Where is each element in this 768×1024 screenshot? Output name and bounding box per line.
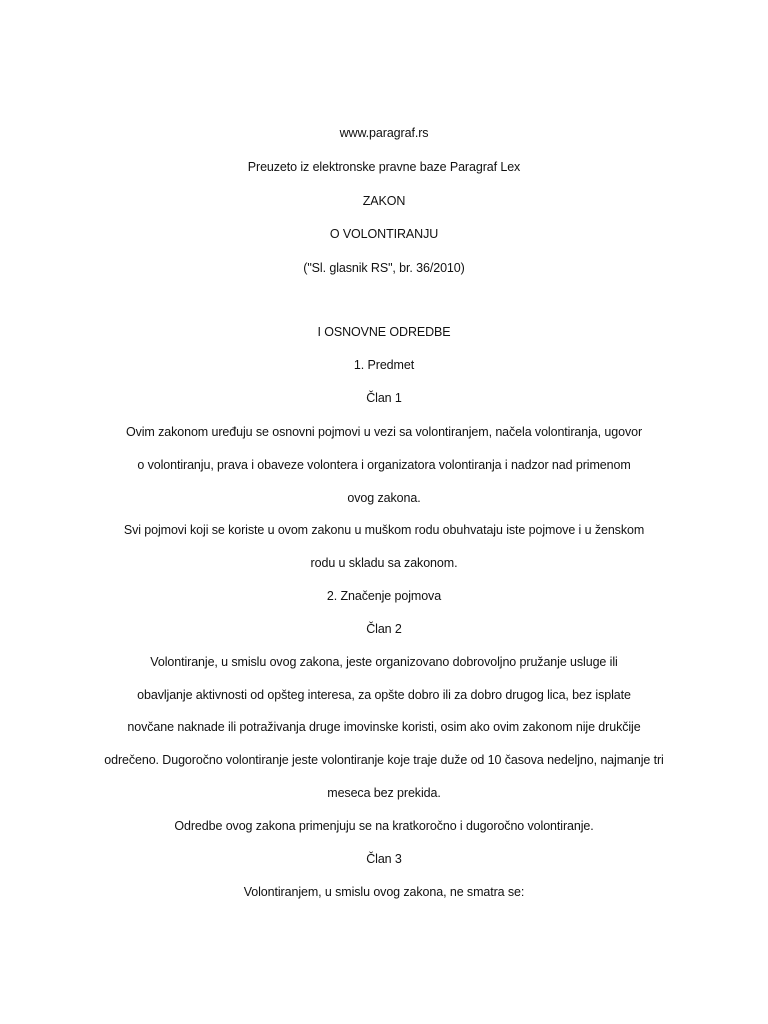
- website-url[interactable]: www.paragraf.rs: [339, 126, 429, 140]
- paragraph-line: rodu u skladu sa zakonom.: [310, 556, 458, 570]
- article-heading: Član 3: [366, 852, 402, 866]
- subsection-heading: 2. Značenje pojmova: [326, 589, 442, 603]
- article-heading: Član 2: [366, 622, 402, 636]
- paragraph-line: Odredbe ovog zakona primenjuju se na kratkoročno i dugoročno volontiranje.: [174, 819, 594, 833]
- subsection-heading: 1. Predmet: [353, 358, 415, 372]
- paragraph-line: odrečeno. Dugoročno volontiranje jeste volontiranje koje traje duže od 10 časova nedeljno, najmanje tri: [104, 753, 664, 767]
- paragraph-line: Volontiranjem, u smislu ovog zakona, ne smatra se:: [243, 885, 525, 899]
- paragraph-line: o volontiranju, prava i obaveze volontera i organizatora volontiranja i nadzor nad primenom: [137, 458, 631, 472]
- document-title: O VOLONTIRANJU: [329, 227, 439, 241]
- paragraph-line: obavljanje aktivnosti od opšteg interesa, za opšte dobro ili za dobro drugog lica, bez isplate: [137, 688, 631, 702]
- section-heading: I OSNOVNE ODREDBE: [317, 325, 451, 339]
- paragraph-line: novčane naknade ili potraživanja druge imovinske koristi, osim ako ovim zakonom nije drukčije: [127, 720, 641, 734]
- paragraph-line: Svi pojmovi koji se koriste u ovom zakonu u muškom rodu obuhvataju iste pojmove i u ženskom: [123, 523, 645, 537]
- paragraph-line: meseca bez prekida.: [327, 786, 441, 800]
- gazette-reference: ("Sl. glasnik RS", br. 36/2010): [303, 261, 465, 275]
- paragraph-line: Ovim zakonom uređuju se osnovni pojmovi u vezi sa volontiranjem, načela volontiranja, ugovor: [125, 425, 643, 439]
- paragraph-line: ovog zakona.: [347, 491, 421, 505]
- source-note: Preuzeto iz elektronske pravne baze Paragraf Lex: [247, 160, 521, 174]
- paragraph-line: Volontiranje, u smislu ovog zakona, jeste organizovano dobrovoljno pružanje usluge ili: [150, 655, 618, 669]
- article-heading: Član 1: [366, 391, 402, 405]
- document-type: ZAKON: [362, 194, 406, 208]
